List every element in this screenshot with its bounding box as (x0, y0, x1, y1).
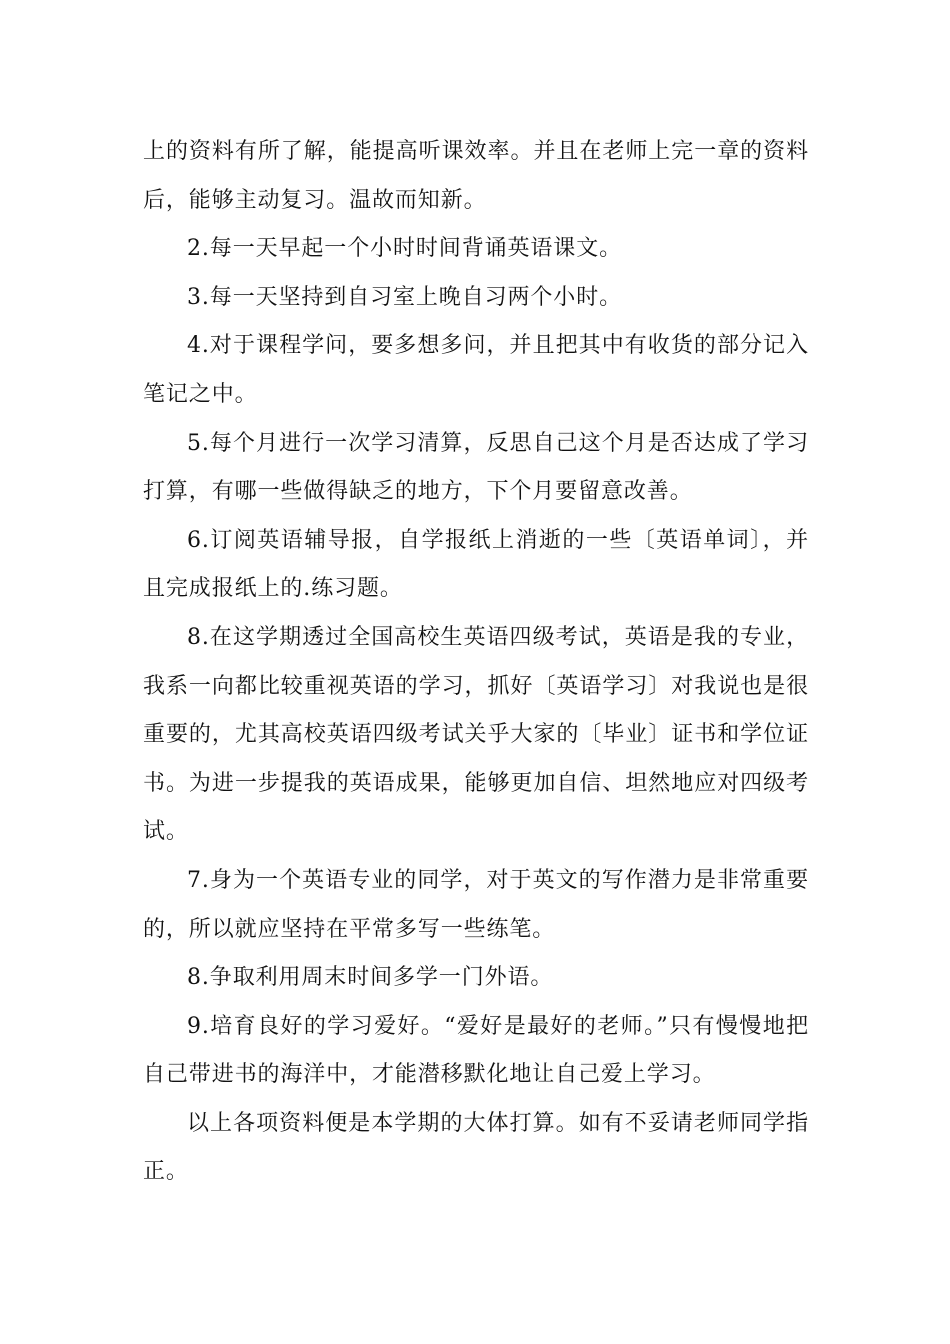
paragraph-item-3: 3.每一天坚持到自习室上晚自习两个小时。 (187, 284, 622, 310)
paragraph-item-2: 2.每一天早起一个小时时间背诵英语课文。 (187, 236, 622, 262)
paragraph-item-9: 9.培育良好的学习爱好。“爱好是最好的老师。”只有慢慢地把自己带进书的海洋中，才能潜移默化地让自己爱上学习。 (143, 1013, 809, 1088)
paragraph-continuation: 上的资料有所了解，能提高听课效率。并且在老师上完一章的资料后，能够主动复习。温故而知新。 (143, 139, 809, 213)
paragraph-item-5: 5.每个月进行一次学习清算，反思自己这个月是否达成了学习打算，有哪一些做得缺乏的地方，下个月要留意改善。 (143, 430, 809, 505)
document-body (143, 128, 809, 1197)
paragraph-item-6: 6.订阅英语辅导报，自学报纸上消逝的一些〔英语单词〕，并且完成报纸上的.练习题。 (143, 527, 809, 602)
paragraph-item-8-weekend: 8.争取利用周末时间多学一门外语。 (187, 965, 554, 991)
paragraph-conclusion: 以上各项资料便是本学期的大体打算。如有不妥请老师同学指正。 (143, 1110, 809, 1185)
paragraph-item-7: 7.身为一个英语专业的同学，对于英文的写作潜力是非常重要的，所以就应坚持在平常多写一些练笔。 (143, 867, 809, 942)
paragraph-item-4: 4.对于课程学问，要多想多问，并且把其中有收货的部分记入笔记之中。 (143, 333, 809, 407)
paragraph-item-8-exam: 8.在这学期透过全国高校生英语四级考试，英语是我的专业，我系一向都比较重视英语的学习，抓好〔英语学习〕对我说也是很重要的，尤其高校英语四级考试关乎大家的〔毕业〕证书和学位证书。为进一步提我的英语成果，能够更加自信、坦然地应对四级考试。 (143, 624, 809, 845)
